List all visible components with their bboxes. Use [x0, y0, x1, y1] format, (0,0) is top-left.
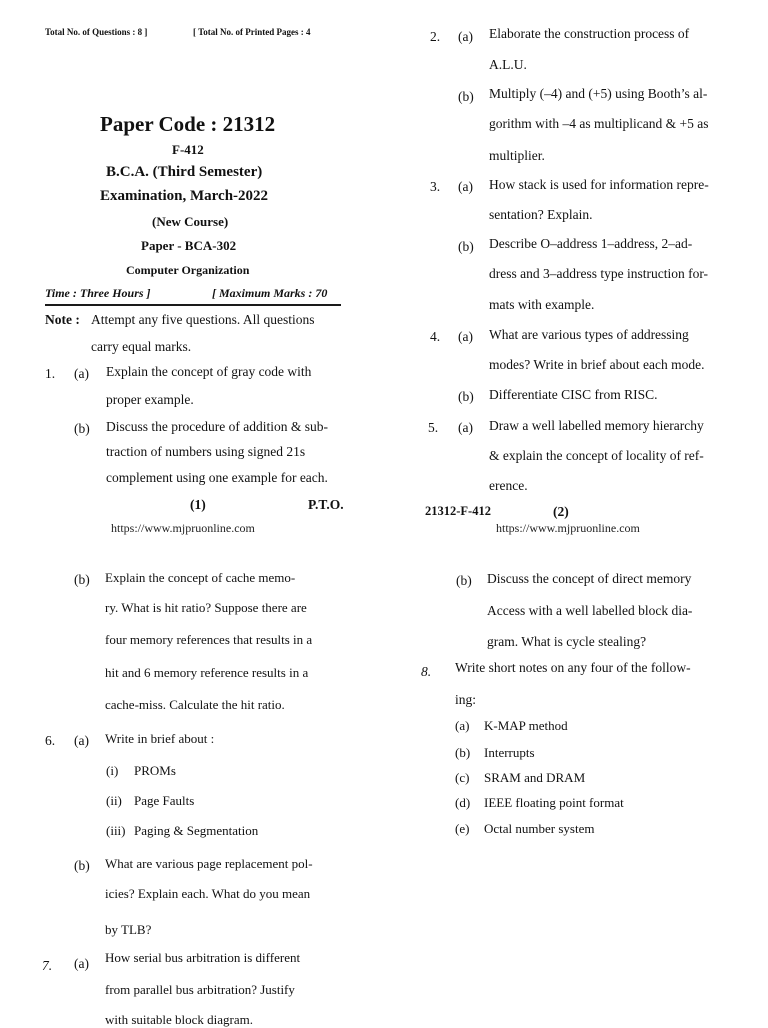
q8-item-b-label: (b)	[455, 745, 471, 760]
q3b-label: (b)	[458, 239, 474, 254]
q8-item-a-text: K-MAP method	[484, 718, 568, 733]
q5a-line-2: & explain the concept of locality of ref-	[489, 448, 704, 463]
source-url-left: https://www.mjpruonline.com	[111, 521, 255, 535]
q1b-label: (b)	[74, 421, 90, 436]
q1b-line-2: traction of numbers using signed 21s	[106, 444, 306, 459]
q4b-line-1: Differentiate CISC from RISC.	[489, 387, 658, 402]
q8-line-2: ing:	[455, 692, 477, 707]
q7a-label: (a)	[74, 956, 89, 971]
q8-item-c-label: (c)	[455, 770, 470, 785]
q6b-label: (b)	[74, 858, 90, 873]
course-title: B.C.A. (Third Semester)	[106, 164, 263, 180]
q3a-line-1: How stack is used for information repre-	[489, 177, 709, 192]
q7b-line-3: gram. What is cycle stealing?	[487, 634, 647, 649]
new-course: (New Course)	[152, 214, 229, 229]
q4a-line-2: modes? Write in brief about each mode.	[489, 357, 705, 372]
q3-number: 3.	[430, 179, 441, 194]
q6a-i-label: (i)	[106, 763, 119, 778]
q6a-label: (a)	[74, 733, 89, 748]
q4b-label: (b)	[458, 389, 474, 404]
q6b-line-1: What are various page replacement pol-	[105, 856, 313, 871]
q2a-line-2: A.L.U.	[489, 57, 527, 72]
note-label: Note :	[45, 312, 80, 327]
q8-item-e-label: (e)	[455, 821, 470, 836]
q5a-line-3: erence.	[489, 478, 528, 493]
q2b-line-1: Multiply (–4) and (+5) using Booth’s al-	[489, 86, 708, 101]
q8-item-d-text: IEEE floating point format	[484, 795, 624, 810]
marks-label: [ Maximum Marks : 70	[212, 286, 328, 300]
q1a-line-1: Explain the concept of gray code with	[106, 364, 312, 379]
q8-item-b-text: Interrupts	[484, 745, 535, 760]
total-pages: [ Total No. of Printed Pages : 4	[193, 27, 311, 37]
q2a-line-1: Elaborate the construction process of	[489, 26, 690, 41]
q7b-line-2: Access with a well labelled block dia-	[487, 603, 693, 618]
q8-item-c-text: SRAM and DRAM	[484, 770, 586, 785]
q1a-line-2: proper example.	[106, 392, 194, 407]
total-questions: Total No. of Questions : 8 ]	[45, 27, 148, 37]
note-line-1: Attempt any five questions. All questions	[91, 312, 315, 327]
q7a-line-1: How serial bus arbitration is different	[105, 950, 301, 965]
q5a-line-1: Draw a well labelled memory hierarchy	[489, 418, 704, 433]
q7a-line-3: with suitable block diagram.	[105, 1012, 254, 1027]
paper-code-footer: 21312-F-412	[425, 504, 491, 518]
q3a-line-2: sentation? Explain.	[489, 207, 593, 222]
page-number-1: (1)	[190, 497, 206, 512]
q2b-line-2: gorithm with –4 as multiplicand & +5 as	[489, 116, 709, 131]
q1a-label: (a)	[74, 366, 89, 381]
page-number-2: (2)	[553, 504, 569, 519]
q6a-iii-text: Paging & Segmentation	[134, 823, 259, 838]
q2a-label: (a)	[458, 29, 473, 44]
q2b-line-3: multiplier.	[489, 148, 545, 163]
q5a-label: (a)	[458, 420, 473, 435]
q8-item-e-text: Octal number system	[484, 821, 595, 836]
q7b-line-1: Discuss the concept of direct memory	[487, 571, 692, 586]
q8-number: 8.	[421, 664, 432, 679]
q2-number: 2.	[430, 29, 441, 44]
q4a-line-1: What are various types of addressing	[489, 327, 689, 342]
q3b-line-2: dress and 3–address type instruction for-	[489, 266, 709, 281]
q6b-line-3: by TLB?	[105, 922, 152, 937]
q7-number: 7.	[42, 958, 53, 973]
q6a-ii-label: (ii)	[106, 793, 122, 808]
q6a-iii-label: (iii)	[106, 823, 126, 838]
note-line-2: carry equal marks.	[91, 339, 192, 354]
q5-number: 5.	[428, 420, 439, 435]
exam-title: Examination, March-2022	[100, 188, 269, 204]
paper-code: Paper Code : 21312	[100, 112, 276, 136]
q4-number: 4.	[430, 329, 441, 344]
q6a-ii-text: Page Faults	[134, 793, 195, 808]
q1b-line-1: Discuss the procedure of addition & sub-	[106, 419, 328, 434]
q3b-line-1: Describe O–address 1–address, 2–ad-	[489, 236, 693, 251]
q1-number: 1.	[45, 366, 56, 381]
q8-item-d-label: (d)	[455, 795, 471, 810]
q5b-line-3: four memory references that results in a	[105, 632, 313, 647]
time-label: Time : Three Hours ]	[45, 286, 151, 300]
q4a-label: (a)	[458, 329, 473, 344]
pto: P.T.O.	[308, 497, 344, 512]
q5b-label: (b)	[74, 572, 90, 587]
q6a-i-text: PROMs	[134, 763, 176, 778]
code-f: F-412	[172, 142, 204, 157]
paper-number: Paper - BCA-302	[141, 238, 237, 253]
q6a-line-1: Write in brief about :	[105, 731, 215, 746]
q5b-line-1: Explain the concept of cache memo-	[105, 570, 296, 585]
q3b-line-3: mats with example.	[489, 297, 595, 312]
q7b-label: (b)	[456, 573, 472, 588]
q8-line-1: Write short notes on any four of the follow-	[455, 660, 691, 675]
divider	[45, 304, 341, 306]
q7a-line-2: from parallel bus arbitration? Justify	[105, 982, 295, 997]
q8-item-a-label: (a)	[455, 718, 470, 733]
q2b-label: (b)	[458, 89, 474, 104]
q6-number: 6.	[45, 733, 56, 748]
q6b-line-2: icies? Explain each. What do you mean	[105, 886, 311, 901]
subject: Computer Organization	[126, 263, 250, 277]
q5b-line-4: hit and 6 memory reference results in a	[105, 665, 309, 680]
source-url-right: https://www.mjpruonline.com	[496, 521, 640, 535]
q5b-line-2: ry. What is hit ratio? Suppose there are	[105, 600, 307, 615]
q3a-label: (a)	[458, 179, 473, 194]
q5b-line-5: cache-miss. Calculate the hit ratio.	[105, 697, 285, 712]
q1b-line-3: complement using one example for each.	[106, 470, 328, 485]
